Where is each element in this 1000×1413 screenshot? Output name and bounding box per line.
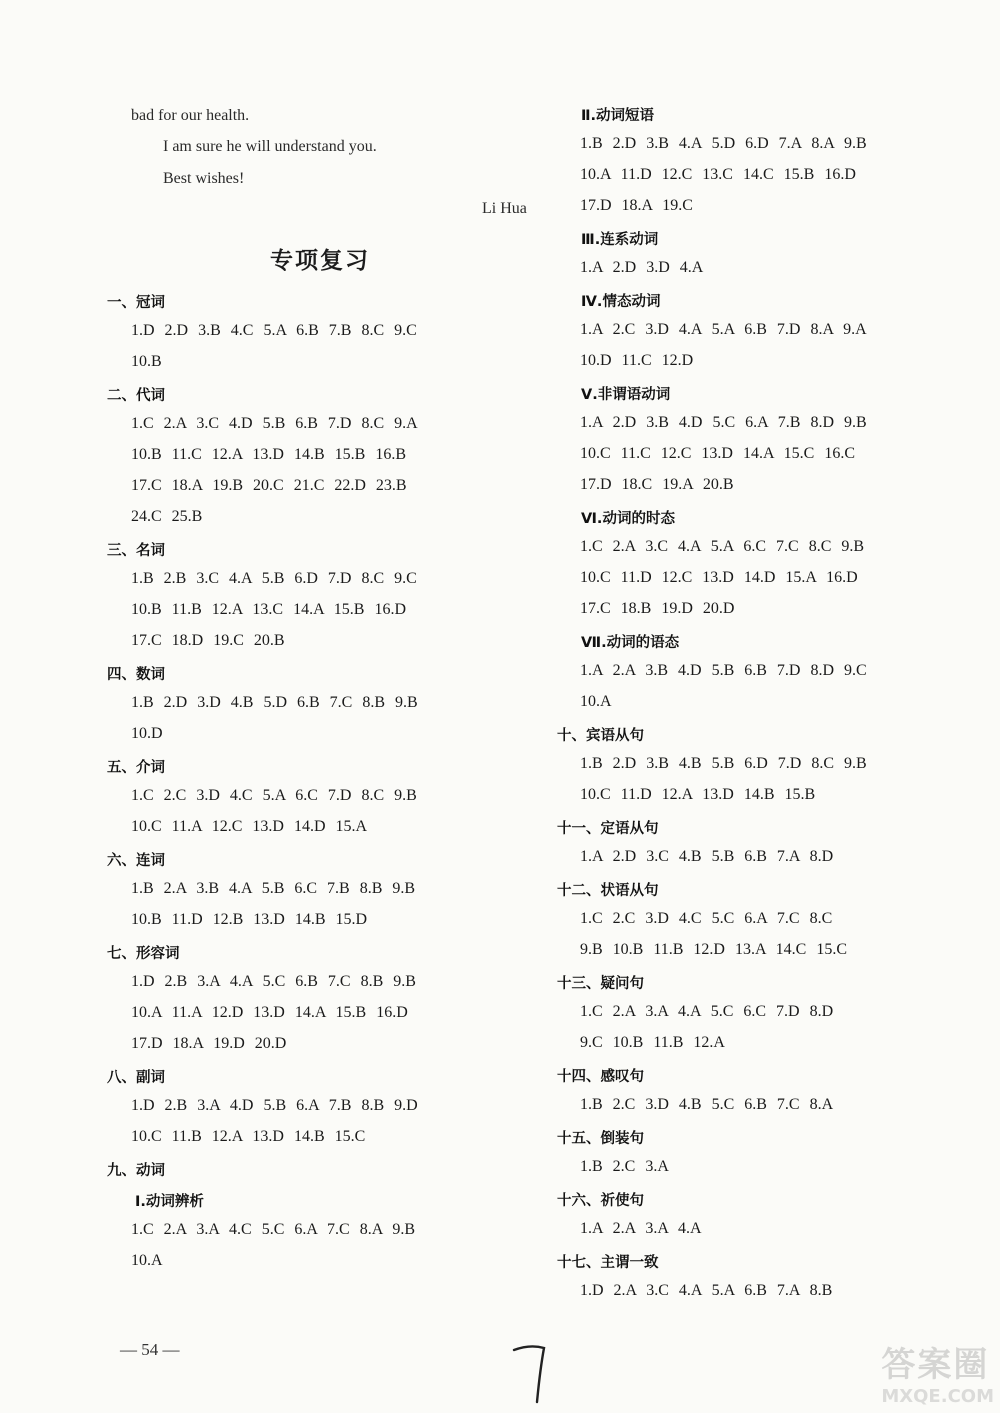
answer-line: 1.A 2.D 3.B 4.D 5.C 6.A 7.B 8.D 9.B <box>580 414 867 431</box>
answer-line: 1.C 2.A 3.A 4.A 5.C 6.C 7.D 8.D <box>580 1003 834 1020</box>
answer-line: 10.B 11.C 12.A 13.D 14.B 15.B 16.B <box>131 446 406 463</box>
answer-line: 1.A 2.A 3.B 4.D 5.B 6.B 7.D 8.D 9.C <box>580 662 867 679</box>
letter-line-3: Best wishes! <box>163 170 245 187</box>
answer-line: 10.C 11.B 12.A 13.D 14.B 15.C <box>131 1128 366 1145</box>
answer-line: 1.C 2.C 3.D 4.C 5.C 6.A 7.C 8.C <box>580 910 833 927</box>
section-heading: 十五、倒装句 <box>557 1131 644 1147</box>
section-heading: 九、动词 <box>107 1163 165 1179</box>
answer-line: 10.A 11.D 12.C 13.C 14.C 15.B 16.D <box>580 166 856 183</box>
answer-line: 1.B 2.A 3.B 4.A 5.B 6.C 7.B 8.B 9.B <box>131 880 416 897</box>
answer-line: 1.A 2.C 3.D 4.A 5.A 6.B 7.D 8.A 9.A <box>580 321 867 338</box>
answer-line: 1.D 2.B 3.A 4.D 5.B 6.A 7.B 8.B 9.D <box>131 1097 418 1114</box>
answer-line: 10.B <box>131 353 162 370</box>
letter-line-1: bad for our health. <box>131 107 250 124</box>
answer-line: 1.A 2.D 3.D 4.A <box>580 259 704 276</box>
answer-line: 9.B 10.B 11.B 12.D 13.A 14.C 15.C <box>580 941 847 958</box>
answer-line: 10.C 11.A 12.C 13.D 14.D 15.A <box>131 818 368 835</box>
section-heading: Ⅶ.动词的语态 <box>581 635 680 651</box>
section-heading: 四、数词 <box>107 667 165 683</box>
answer-line: 10.D 11.C 12.D <box>580 352 694 369</box>
section-heading: Ⅱ.动词短语 <box>581 108 655 124</box>
letter-line-2: I am sure he will understand you. <box>163 138 377 155</box>
answer-line: 1.B 2.C 3.D 4.B 5.C 6.B 7.C 8.A <box>580 1096 834 1113</box>
page-number: — 54 — <box>120 1340 180 1359</box>
answer-line: 9.C 10.B 11.B 12.A <box>580 1034 725 1051</box>
answer-line: 10.B 11.B 12.A 13.C 14.A 15.B 16.D <box>131 601 406 618</box>
answer-line: 10.A <box>580 693 612 710</box>
answer-line: 10.B 11.D 12.B 13.D 14.B 15.D <box>131 911 368 928</box>
watermark <box>881 1337 994 1407</box>
letter-signature: Li Hua <box>482 200 527 217</box>
answer-line: 10.A 11.A 12.D 13.D 14.A 15.B 16.D <box>131 1004 408 1021</box>
section-heading: 十、宾语从句 <box>557 728 644 744</box>
section-heading: 十三、疑问句 <box>557 976 644 992</box>
watermark-url: MXQE.COM <box>881 1386 994 1407</box>
section-heading: 六、连词 <box>107 853 165 869</box>
section-heading: 十七、主谓一致 <box>557 1255 659 1271</box>
answer-line: 1.B 2.B 3.C 4.A 5.B 6.D 7.D 8.C 9.C <box>131 570 417 587</box>
answer-line: 17.C 18.D 19.C 20.B <box>131 632 285 649</box>
answer-line: 1.A 2.D 3.C 4.B 5.B 6.B 7.A 8.D <box>580 848 834 865</box>
answer-line: 10.D <box>131 725 163 742</box>
section-heading: 三、名词 <box>107 543 165 559</box>
section-heading: 十二、状语从句 <box>557 883 659 899</box>
answer-line: 24.C 25.B <box>131 508 203 525</box>
section-heading: Ⅲ.连系动词 <box>581 232 659 248</box>
answer-line: 1.D 2.D 3.B 4.C 5.A 6.B 7.B 8.C 9.C <box>131 322 417 339</box>
section-heading: 十六、祈使句 <box>557 1193 644 1209</box>
answer-line: 17.D 18.C 19.A 20.B <box>580 476 734 493</box>
answer-line: 1.B 2.C 3.A <box>580 1158 669 1175</box>
answer-line: 10.A <box>131 1252 163 1269</box>
section-heading: 十一、定语从句 <box>557 821 659 837</box>
answer-line: 10.C 11.C 12.C 13.D 14.A 15.C 16.C <box>580 445 855 462</box>
section-heading: 七、形容词 <box>107 946 180 962</box>
section-heading: 一、冠词 <box>107 295 165 311</box>
section-heading: Ⅰ.动词辨析 <box>135 1194 204 1210</box>
section-heading: 十四、感叹句 <box>557 1069 644 1085</box>
section-heading: Ⅵ.动词的时态 <box>581 511 675 527</box>
section-heading: 二、代词 <box>107 388 165 404</box>
answer-line: 1.B 2.D 3.D 4.B 5.D 6.B 7.C 8.B 9.B <box>131 694 418 711</box>
answer-line: 17.D 18.A 19.C <box>580 197 693 214</box>
answer-line: 17.D 18.A 19.D 20.D <box>131 1035 287 1052</box>
answer-line: 1.A 2.A 3.A 4.A <box>580 1220 702 1237</box>
answer-line: 1.D 2.B 3.A 4.A 5.C 6.B 7.C 8.B 9.B <box>131 973 416 990</box>
handwritten-mark-icon <box>510 1340 550 1410</box>
answer-line: 1.B 2.D 3.B 4.A 5.D 6.D 7.A 8.A 9.B <box>580 135 867 152</box>
answer-line: 10.C 11.D 12.C 13.D 14.D 15.A 16.D <box>580 569 858 586</box>
section-heading: 五、介词 <box>107 760 165 776</box>
watermark-logo: 答案圈 <box>881 1345 990 1385</box>
answer-line: 1.C 2.A 3.A 4.C 5.C 6.A 7.C 8.A 9.B <box>131 1221 416 1238</box>
answer-line: 1.B 2.D 3.B 4.B 5.B 6.D 7.D 8.C 9.B <box>580 755 867 772</box>
section-heading: Ⅴ.非谓语动词 <box>581 387 671 403</box>
answer-line: 1.D 2.A 3.C 4.A 5.A 6.B 7.A 8.B <box>580 1282 833 1299</box>
answer-line: 1.C 2.C 3.D 4.C 5.A 6.C 7.D 8.C 9.B <box>131 787 417 804</box>
answer-line: 17.C 18.B 19.D 20.D <box>580 600 735 617</box>
answer-line: 10.C 11.D 12.A 13.D 14.B 15.B <box>580 786 816 803</box>
page-title: 专项复习 <box>270 248 370 274</box>
section-heading: Ⅳ.情态动词 <box>581 294 661 310</box>
section-heading: 八、副词 <box>107 1070 165 1086</box>
answer-line: 17.C 18.A 19.B 20.C 21.C 22.D 23.B <box>131 477 407 494</box>
answer-line: 1.C 2.A 3.C 4.D 5.B 6.B 7.D 8.C 9.A <box>131 415 418 432</box>
answer-line: 1.C 2.A 3.C 4.A 5.A 6.C 7.C 8.C 9.B <box>580 538 865 555</box>
